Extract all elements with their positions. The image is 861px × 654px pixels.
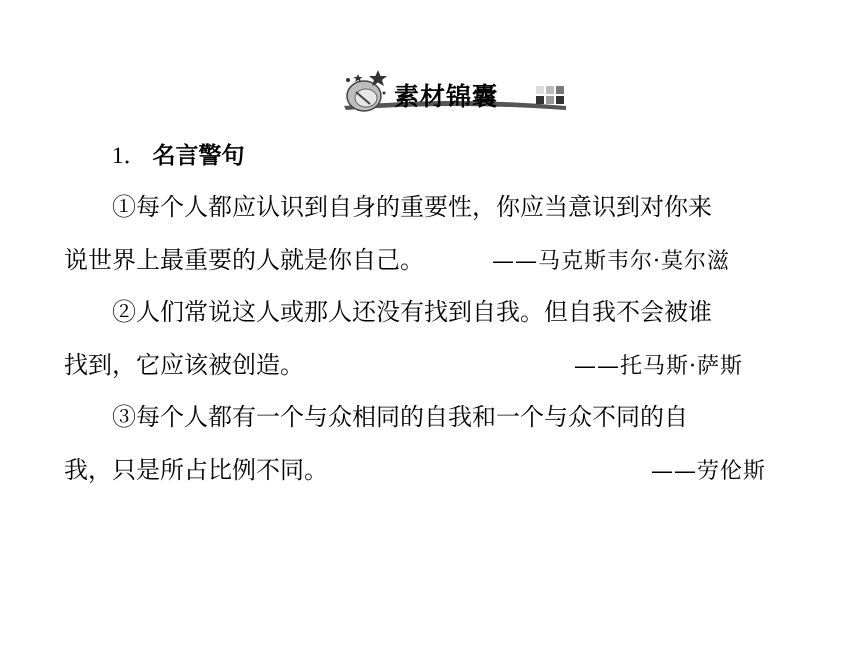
quote-3-attribution: ——劳伦斯 — [651, 459, 767, 484]
square-pattern-icon — [536, 86, 564, 104]
section-heading — [112, 141, 245, 171]
quote-2-line-1: ②人们常说这人或那人还没有找到自我。但自我不会被谁 — [112, 298, 712, 326]
quote-1-line-1: ①每个人都应认识到自身的重要性，你应当意识到对你来 — [112, 193, 712, 221]
quote-2-attribution: ——托马斯·萨斯 — [574, 354, 743, 379]
section-banner — [334, 66, 584, 118]
banner-title: 素材锦囊 — [394, 82, 499, 111]
section-title: 名言警句 — [152, 143, 245, 169]
quote-1-attribution: ——马克斯韦尔·莫尔滋 — [492, 249, 730, 274]
quote-1-line-2: 说世界上最重要的人就是你自己。 — [64, 246, 424, 274]
quote-3-line-2: 我，只是所占比例不同。 — [64, 456, 328, 484]
quote-3-line-1: ③每个人都有一个与众相同的自我和一个与众不同的自 — [112, 403, 688, 431]
quote-2-line-2: 找到，它应该被创造。 — [64, 351, 304, 379]
section-number: 1． — [112, 143, 147, 168]
